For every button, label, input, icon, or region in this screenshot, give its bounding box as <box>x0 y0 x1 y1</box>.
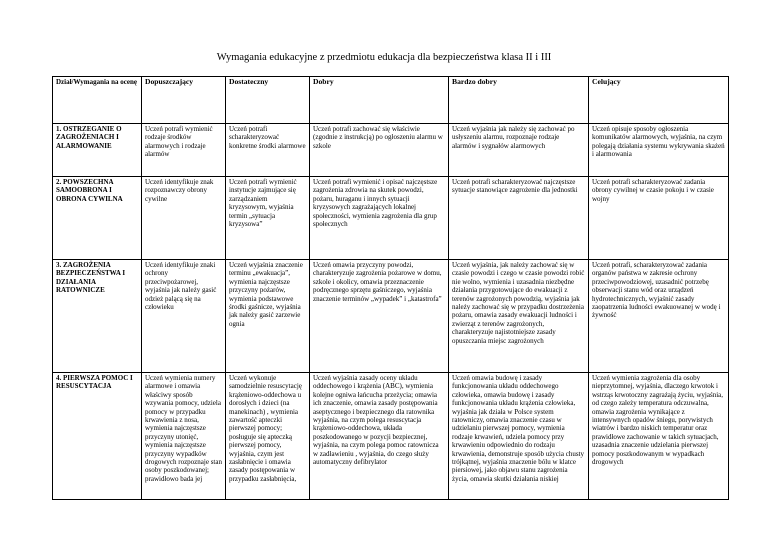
cell-dostateczny: Uczeń wyjaśnia znaczenie terminu „ewakuacja”, wymienia najczęstsze przyczyny pożarów, wymienia podstawowe środki gaśnicze, wyjaśnia jak należy gasić zarzewie ognia <box>226 260 310 373</box>
table-row <box>53 260 729 373</box>
table-row <box>53 124 729 177</box>
cell-bardzo-dobry: Uczeń wyjaśnia jak należy się zachować po usłyszeniu alarmu, rozpoznaje rodzaje alarmów i sygnałów alarmowych <box>449 124 589 177</box>
cell-dobry: Uczeń wyjaśnia zasady oceny układu oddechowego i krążenia (ABC), wymienia kolejne ogniwa łańcucha przeżycia; omawia ich znaczenie, omawia zasady postępowania aseptycznego i bezpiecznego dla ratownika wyjaśnia, na czym polega resuscytacja krążeniowo-oddechowa, układa poszkodowanego w pozycji bezpiecznej, wyjaśnia, na czym polega pomoc ratownicza w zadławieniu , wyjaśnia, do czego służy automatyczny defibrylator <box>310 373 449 500</box>
header-dopuszczajacy: Dopuszczający <box>142 77 226 124</box>
section-name: 4. PIERWSZA POMOC I RESUSCYTACJA <box>53 373 142 500</box>
page-title: Wymagania edukacyjne z przedmiotu edukacja dla bezpieczeństwa klasa II i III <box>216 52 552 63</box>
header-dostateczny: Dostateczny <box>226 77 310 124</box>
cell-celujacy: Uczeń potrafi, scharakteryzować zadania organów państwa w zakresie ochrony przeciwpowodziowej, uzasadnić potrzebę obserwacji stanu wód oraz urządzeń hydrotechnicznych, wyjaśnić zasady zaopatrzenia ludności ewakuowanej w wodę i żywność <box>589 260 729 373</box>
cell-bardzo-dobry: Uczeń potrafi scharakteryzować najczęstsze sytuacje stanowiące zagrożenie dla jednostki <box>449 177 589 260</box>
cell-dostateczny: Uczeń potrafi scharakteryzować konkretne środki alarmowe <box>226 124 310 177</box>
cell-dopuszczajacy: Uczeń wymienia numery alarmowe i omawia właściwy sposób wzywania pomocy, udziela pomocy w przypadku krwawienia z nosa, wymienia najczęstsze przyczyny utonięć, wymienia najczęstsze przyczyny wypadków drogowych rozpoznaje stan osoby poszkodowanej; prawidłowo bada jej <box>142 373 226 500</box>
header-dobry: Dobry <box>310 77 449 124</box>
header-section: Dział/Wymagania na ocenę <box>53 77 142 124</box>
cell-dobry: Uczeń potrafi zachować się właściwie (zgodnie z instrukcją) po ogłoszeniu alarmu w szkole <box>310 124 449 177</box>
header-celujacy: Celujący <box>589 77 729 124</box>
section-name: 1. OSTRZEGANIE O ZAGROŻENIACH I ALARMOWANIE <box>53 124 142 177</box>
section-name: 3. ZAGROŻENIA BEZPIECZEŃSTWA I DZIAŁANIA RATOWNICZE <box>53 260 142 373</box>
header-bardzo-dobry: Bardzo dobry <box>449 77 589 124</box>
section-name: 2. POWSZECHNA SAMOOBRONA I OBRONA CYWILNA <box>53 177 142 260</box>
table-row <box>53 373 729 500</box>
cell-dopuszczajacy: Uczeń identyfikuje znak rozpoznawczy obrony cywilne <box>142 177 226 260</box>
cell-dostateczny: Uczeń potrafi wymienić instytucje zajmujące się zarządzaniem kryzysowym, wyjaśnia termin „sytuacja kryzysowa” <box>226 177 310 260</box>
cell-dobry: Uczeń potrafi wymienić i opisać najczęstsze zagrożenia zdrowia na skutek powodzi, pożaru, huraganu i innych sytuacji kryzysowych zagrażających lokalnej społeczności, wymienia zagrożenia dla grup społecznych <box>310 177 449 260</box>
cell-dobry: Uczeń omawia przyczyny powodzi, charakteryzuje zagrożenia pożarowe w domu, szkole i okolicy, omawia przeznaczenie podręcznego sprzętu gaśniczego, wyjaśnia znaczenie terminów „wypadek” i „katastrofa” <box>310 260 449 373</box>
cell-celujacy: Uczeń opisuje sposoby ogłoszenia komunikatów alarmowych, wyjaśnia, na czym polegają działania systemu wykrywania skażeń i alarmowania <box>589 124 729 177</box>
cell-celujacy: Uczeń wymienia zagrożenia dla osoby nieprzytomnej, wyjaśnia, dlaczego krwotok i wstrząs krwotoczny zagrażają życiu, wyjaśnia, od czego zależy temperatura odczuwalna, omawia zagrożenia wynikające z intensywnych opadów śniegu, porywistych wiatrów i bardzo niskich temperatur oraz prawidłowe zachowanie w takich sytuacjach, uzasadnia znaczenie udzielania pierwszej pomocy poszkodowanym w wypadkach drogowych <box>589 373 729 500</box>
table-header-row <box>53 77 729 124</box>
cell-celujacy: Uczeń potrafi scharakteryzować zadania obrony cywilnej w czasie pokoju i w czasie wojny <box>589 177 729 260</box>
cell-dostateczny: Uczeń wykonuje samodzielnie resuscytację krążeniowo-oddechowa u dorosłych i dzieci (na manekinach) , wymienia zawartość apteczki pierwszej pomocy; posługuje się apteczką pierwszej pomocy, wyjaśnia, czym jest zasłabnięcie i omawia zasady postępowania w przypadku zasłabnięcia, <box>226 373 310 500</box>
table-row <box>53 177 729 260</box>
requirements-table <box>52 76 729 500</box>
cell-dopuszczajacy: Uczeń identyfikuje znaki ochrony przeciwpożarowej, wyjaśnia jak należy gasić odzież palącą się na człowieku <box>142 260 226 373</box>
cell-bardzo-dobry: Uczeń omawia budowę i zasady funkcjonowania układu oddechowego człowieka, omawia budowę i zasady funkcjonowania układu krążenia człowieka, wyjaśnia jak działa w Polsce system ratowniczy, omawia znaczenie czasu w udzielaniu pierwszej pomocy, wymienia rodzaje krwawień, udziela pomocy przy krwawieniu odpowiednio do rodzaju krwawienia, demonstruje sposób użycia chusty trójkątnej, wyjaśnia znaczenie bólu w klatce piersiowej, jako objawu stanu zagrożenia życia, omawia skutki działania niskiej <box>449 373 589 500</box>
cell-dopuszczajacy: Uczeń potrafi wymienić rodzaje środków alarmowych i rodzaje alarmów <box>142 124 226 177</box>
cell-bardzo-dobry: Uczeń wyjaśnia, jak należy zachować się w czasie powodzi i czego w czasie powodzi robić nie wolno, wymienia i uzasadnia niezbędne działania przygotowujące do ewakuacji z terenów zagrożonych powodzią, wyjaśnia jak należy zachować się w przypadku dostrzeżenia pożaru, omawia zasady ewakuacji ludności i zwierząt z terenów zagrożonych, charakteryzuje najistotniejsze zasady opuszczania miejsc zagrożonych <box>449 260 589 373</box>
